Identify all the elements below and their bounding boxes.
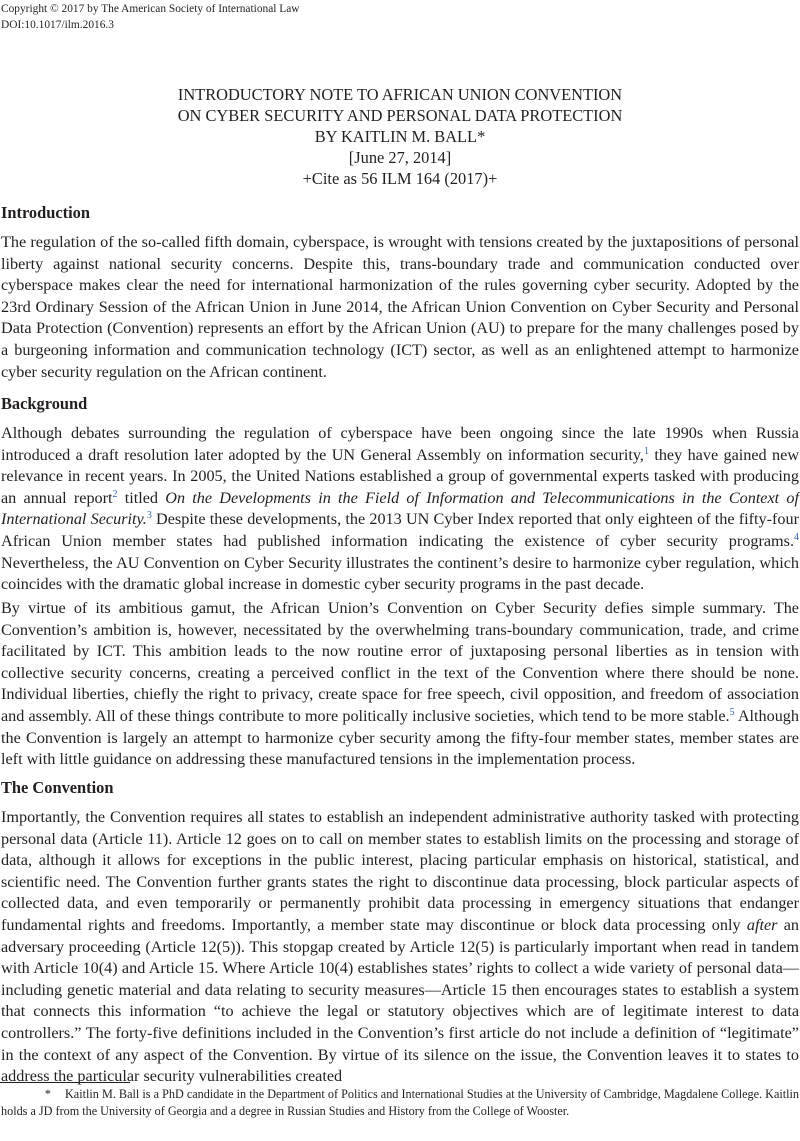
title-citation: +Cite as 56 ILM 164 (2017)+ [302, 169, 498, 188]
text-run: By virtue of its ambitious gamut, the African Union’s Convention on Cyber Security defies simple summary. The Convention’s ambition is, however, necessitated by the overwhelming trans-boundary communication, trade, and crime facilitated by ICT. This ambition leads to the now routine error of juxtaposing personal liberties as in tension with collective security concerns, creating a perceived conflict in the text of the Convention where there should be none. Individual liberties, chiefly the right to privacy, create space for free speech, civil opposition, and freedom of association and assembly. All of these things contribute to more politically inclusive societies, which tend to be more stable. [1, 599, 799, 725]
text-run: Although debates surrounding the regulation of cyberspace have been ongoing since the late 1990s when Russia introduced a draft resolution later adopted by the UN General Assembly on information security, [1, 424, 799, 464]
heading-background: Background [1, 394, 88, 413]
title-line-2: ON CYBER SECURITY AND PERSONAL DATA PROTECTION [177, 106, 623, 125]
author-footnote [1, 1086, 799, 1119]
text-run: titled [117, 488, 166, 507]
italic-after: after [746, 915, 778, 934]
footnote-mark: * [44, 1087, 51, 1101]
doi-line: DOI:10.1017/ilm.2016.3 [1, 19, 114, 31]
title-author: BY KAITLIN M. BALL* [314, 127, 486, 146]
italic-report-title: On the Developments in the Field of Information and Telecommunications in the Context of International Security. [1, 488, 799, 529]
footnote-ref-2[interactable]: 2 [112, 488, 118, 500]
footnote-ref-5[interactable]: 5 [729, 706, 735, 718]
text-run: Although the Convention is largely an attempt to harmonize cyber security among the fifty-four member states, member states are left with little guidance on addressing these manufactured tensions in the implementation process. [1, 706, 799, 769]
footnote-ref-3[interactable]: 3 [146, 510, 152, 522]
text-run: they have gained new relevance in recent years. In 2005, the United Nations established a group of governmental experts tasked with producing an annual report [1, 445, 800, 507]
text-run: Nevertheless, the AU Convention on Cyber Security illustrates the continent’s desire to harmonize cyber regulation, which coincides with the dramatic global increase in domestic cyber security programs in the past decade. [1, 553, 799, 594]
footnote-ref-4[interactable]: 4 [794, 531, 799, 543]
text-run: an adversary proceeding (Article 12(5)). This stopgap created by Article 12(5) is particularly important when read in tandem with Article 10(4) and Article 15. Where Article 10(4) establishes states’ rights to collect a wide variety of personal data—including genetic material and data relating to security measures—Article 15 then encourages states to establish a system that connects this information “to achieve the legal or statutory objectives which are of legitimate interest to data controllers.” The forty-five definitions included in the Convention’s first article do not include a definition of “legitimate” in the context of any aspect of the Convention. By virtue of its silence on the issue, the Convention leaves it to states to address the particular security vulnerabilities created [1, 915, 799, 1086]
title-line-1: INTRODUCTORY NOTE TO AFRICAN UNION CONVENTION [177, 85, 623, 104]
background-paragraph-1 [1, 423, 799, 596]
heading-convention: The Convention [1, 778, 114, 797]
footnote-divider [0, 1082, 130, 1083]
title-date: [June 27, 2014] [348, 148, 452, 167]
text-run: Importantly, the Convention requires all states to establish an independent administrative authority tasked with protecting personal data (Article 11). Article 12 goes on to call on member states to establish limits on the processing and storage of data, although it allows for exceptions in the public interest, placing particular emphasis on historical, statistical, and scientific need. The Convention further grants states the right to discontinue data processing, block particular aspects of collected data, and even temporarily or permanently prohibit data processing in emergency situations that endanger fundamental rights and freedoms. Importantly, a member state may discontinue or block data processing only [1, 808, 799, 934]
convention-paragraph [1, 807, 799, 1088]
background-paragraph-2 [1, 598, 799, 771]
footnote-text: Kaitlin M. Ball is a PhD candidate in the Department of Politics and International Studies at the University of Cambridge, Magdalene College. Kaitlin holds a JD from the University of Georgia and a degree in Russian Studies and History from the College of Wooster. [1, 1087, 799, 1118]
footnote-ref-1[interactable]: 1 [643, 445, 649, 457]
copyright-line: Copyright © 2017 by The American Society of International Law [1, 3, 300, 15]
text-run: Despite these developments, the 2013 UN Cyber Index reported that only eighteen of the fifty-four African Union member states had published information indicating the existence of cyber security programs. [1, 510, 799, 550]
intro-paragraph: The regulation of the so-called fifth domain, cyberspace, is wrought with tensions created by the juxtapositions of personal liberty against national security concerns. Despite this, trans-boundary trade and communication conducted over cyberspace makes clear the need for international harmonization of the rules governing cyber security. Adopted by the 23rd Ordinary Session of the African Union in June 2014, the African Union Convention on Cyber Security and Personal Data Protection (Convention) represents an effort by the African Union (AU) to prepare for the many challenges posed by a burgeoning information and communication technology (ICT) sector, as well as an enlightened attempt to harmonize cyber security regulation on the African continent. [1, 233, 799, 381]
article-title [0, 84, 800, 189]
heading-introduction: Introduction [1, 203, 90, 222]
